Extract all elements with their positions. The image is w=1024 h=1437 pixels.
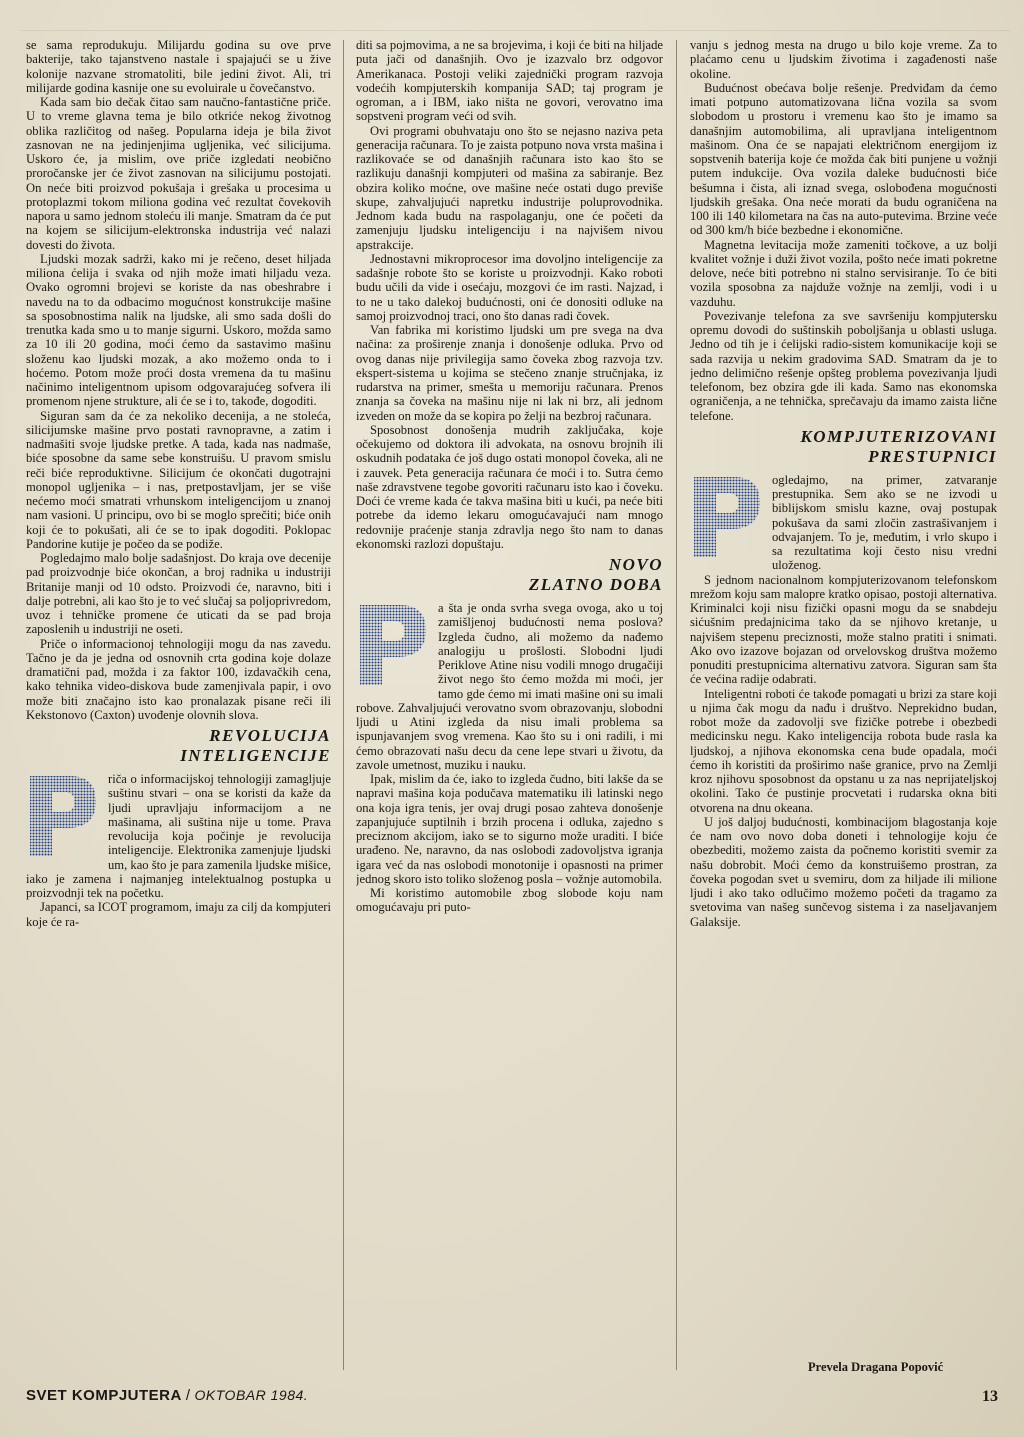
paragraph: ogledajmo, na primer, zatvaranje prestupnika. Sem ako se ne izvodi u biblijskom smislu kazne, ovaj postupak pokušava da sami zločin zastrašivanjem i odvajanjem. To je, međutim, i vrlo skupo i sa rezultatima koji često nisu vredni uloženog. — [772, 472, 997, 573]
paragraph: Mi koristimo automobile zbog slobode koju nam omogućavaju pri puto- — [356, 886, 663, 915]
paragraph: Van fabrika mi koristimo ljudski um pre svega na dva načina: za proširenje znanja i donošenje odluka. Prvo od ovog danas nije privilegija samo čoveka zbog razvoja tzv. ekspert-sistema u kojima se stečeno znanje stručnjaka, iz rudarstva na primer, smešta u memoriju računara. Prenos znanja sa čoveka na mašinu nije ni lak ni brz, ali jednom izveden on može da se kopira po želji na bezbroj računara. — [356, 323, 663, 423]
heading-line: NOVO — [608, 555, 663, 574]
footer-separator: / — [185, 1387, 191, 1404]
dropcap-p-icon — [690, 473, 764, 561]
column-1 — [26, 38, 331, 1374]
page-number: 13 — [982, 1388, 998, 1405]
paragraph: vanju s jednog mesta na drugo u bilo koje vreme. Za to plaćamo cenu u ljudskim životima i zagađenosti naše okoline. — [690, 38, 997, 81]
paragraph: Povezivanje telefona za sve savršeniju kompjutersku opremu dovodi do suštinskih poboljšanja u oblasti usluga. Jedno od tih je i ćelijski radio-sistem komunikacije koji se sada razvija u nekim gradovima SAD. Smatram da je to jedno delimično rešenje opšteg problema povezivanja ljudi telefonom, bez obzira gde ili kada. Samo nas ekonomska ograničenja, a ne tehnička, sprečavaju da imamo zaista lične telefone. — [690, 308, 997, 423]
magazine-footer-title — [26, 1387, 308, 1404]
dropcap-p-icon — [26, 772, 100, 860]
paragraph: Ljudski mozak sadrži, kako mi je rečeno, deset hiljada miliona ćelija i svaka od njih može imati hiljadu veza. Ovako ogromni brojevi se koriste da nas obeshrabre i navedu na to da odbacimo mogućnost konstrukcije mašine sa sposobnostima nalik na ljudske, ali smo sada došli do trenutka kada smo u to manje sigurni. Uskoro, možda samo za 10 ili 20 godina, moći ćemo da sastavimo mašinu složenu kao ljudski mozak, a ako možemo onda to i hoćemo. Potom može proći dosta vremena da tu mašinu načinimo inteligentnom upisom odgovarajućeg sofvera ili promenom njene strukture, ali će se i to, takođe, dogoditi. — [26, 251, 331, 409]
paragraph: Ipak, mislim da će, iako to izgleda čudno, biti lakše da se napravi mašina koja podučava matematiku ili latinski nego ona koja igra tenis, jer ovaj drugi posao zahteva donošenje zapanjujuće suptilnih i brzih procena i odluka, zajedno s preciznom akcijom, iako se to sigurno može uraditi. I biće urađeno. Ne, naravno, da nas oslobodi zadovoljstva igranja igara već da nas oslobodi monotonije i opasnosti na primer jednog skoro isto toliko složenog posla – vožnje automobila. — [356, 772, 663, 886]
page-edge — [20, 30, 1010, 31]
paragraph: Magnetna levitacija može zameniti točkove, a uz bolji kvalitet vožnje i duži život vozila, pošto neće imati pokretne delove, neće biti potrebno ni stalno servisiranje. To će biti vozila sposobna za najduže vožnje na zemlji, vodi i u vazduhu. — [690, 237, 997, 309]
section-heading-revolucija — [26, 726, 331, 766]
paragraph: Pogledajmo malo bolje sadašnjost. Do kraja ove decenije pad proizvodnje biće okončan, a broj radnika u industriji Britanije manji od 10 odsto. Proizvodi će, naravno, biti i dalje potrebni, ali kao što je to već slučaj sa poljoprivredom, uvoz i tehničke promene će uticati da se pad broja zaposlenih u industriji ne oseti. — [26, 551, 331, 637]
section-heading-kompjuterizovani — [690, 427, 997, 467]
paragraph: diti sa pojmovima, a ne sa brojevima, i koji će biti na hiljade puta jači od današnjih. Ovo je izazvalo brz odgovor Amerikanaca. Postoji veliki zajednički program razvoja vodećih kompjuterskih kompanija SAD; taj program je ogroman, a i IBM, iako ništa ne govori, verovatno ima sopstveni program veći od svih. — [356, 38, 663, 124]
column-3 — [690, 38, 997, 1374]
dropcap-p-icon — [356, 601, 430, 689]
paragraph: S jednom nacionalnom kompjuterizovanom telefonskom mrežom koju sam malopre kratko opisao, postoji alternativa. Kriminalci koji nisu fizički opasni mogu da se snabdeju sićušnim predajnicima tako da se njihovo kretanje, u najvišem stepenu preciznosti, može stalno pratiti i snimati. Ako ovo izazove bojazan od orvelovskog društva možemo ponuditi prestupnicima alternativu zatvora. Siguran sam šta će većina radije odabrati. — [690, 572, 997, 687]
paragraph: Siguran sam da će za nekoliko decenija, a ne stoleća, silicijumske mašine prvo postati ravnopravne, a zatim i nadmašiti svoje ljudske pretke. A tada, kada nas nadmaše, biće sposobne da same sebe konstruišu. U pravom smislu reči biće reproduktivne. Silicijum će okončati dugotrajni monopol ugljenika – i nas, pretpostavljam, jer se više nećemo moći smatrati vrhunskom inteligencijom u znanoj nam vasioni. U principu, ovo bi se moglo sprečiti; biće onih koji će to pokušati, ali će se to ipak dogoditi. Poklopac Pandorine kutije je počeo da se podiže. — [26, 408, 331, 551]
paragraph: Jednostavni mikroprocesor ima dovoljno inteligencije za sadašnje robote što se koriste u proizvodnji. Kako roboti budu učili da vide i osećaju, mozgovi će im rasti. Najzad, i to ne u tako dalekoj budućnosti, oni će donositi odluke na samoj proizvodnoj traci, ono što danas radi čovek. — [356, 251, 663, 323]
paragraph: riča o informacijskoj tehnologiji zamagljuje suštinu stvari – ona se koristi da kaže da ljudi upravljaju informacijom a ne mašinama, ali suština nije u tome. Prava revolucija koja počinje je revolucija inteligencije. Elektronika zamenjuje ljudski um, kao što je para zamenila ljudske mišice, iako je zamena i najmanjeg intelektualnog postupka u proizvodnji tek na početku. — [26, 772, 331, 900]
heading-line: INTELIGENCIJE — [180, 746, 331, 765]
column-divider — [343, 40, 344, 1370]
paragraph: Kada sam bio dečak čitao sam naučno-fantastične priče. U to vreme glavna tema je bilo otkriće nekog životnog oblika različitog od našeg. Popularna ideja je bila život zasnovan ne na jedinjenjima ugljenika, već silicijuma. Uskoro će, ja mislim, ove priče izgledati neobično proročanske jer će život zasnovan na silicijumu postojati. On neće biti proizvod pokušaja i grešaka u procesima u protoplazmi tokom miliona godina već rezultat čovekovih napora u samo jednom stoleću ili manje. Smatram da će put na kojem se silicijum-elektronska industrija već nalazi dovesti do života. — [26, 95, 331, 252]
column-divider — [676, 40, 677, 1370]
column-2 — [356, 38, 663, 1374]
heading-line: REVOLUCIJA — [209, 726, 331, 745]
paragraph: a šta je onda svrha svega ovoga, ako u toj zamišljenoj budućnosti nema poslova? Izgleda čudno, ali možemo da nađemo analogiju u prošlosti. Slobodni ljudi Periklove Atine nisu vodili mnogo drugačiji život nego što ćemo možda mi moći, jer tamo gde ćemo mi imati mašine oni su imali robove. Zahvaljujući verovatno svom obrazovanju, slobodni ljudi u Atini izgleda da nisu imali problema sa ispunjavanjem svog vremena. Kao što su i oni radili, i mi ćemo obrazovati našu decu da cene lepe stvari u životu, da zavole umetnost, muziku i nauku. — [356, 601, 663, 772]
heading-line: PRESTUPNICI — [868, 446, 997, 466]
paragraph: U još daljoj budućnosti, kombinacijom blagostanja koje će nam ovo novo doba doneti i tehnologije koju će obezbediti, možemo zaista da počnemo koristiti svemir za našu dobrobit. Moći ćemo da konstruišemo prostran, za čoveka pogodan svet u svemiru, dom za hiljade ili milione ljudi i ako tako odlučimo možemo početi da tragamo za svetovima van našeg sunčevog sistema i za naseljavanjem Galaksije. — [690, 814, 997, 929]
heading-line: ZLATNO DOBA — [528, 575, 663, 594]
heading-line: KOMPJUTERIZOVANI — [800, 426, 997, 446]
paragraph: Inteligentni roboti će takođe pomagati u brizi za stare koji u njima čak mogu da nađu i društvo. Neprekidno budan, robot može da zadovolji sve fizičke potrebe i obezbedi medicinsku negu. Kako inteligencija robota bude rasla ka ljudskoj, a njihova ekonomska cena bude opadala, moći ćemo ih koristiti da proširimo naše granice, prvo na Zemlji kroz njihovu sposobnost da opstanu u za nas neprijateljskoj okolini. Tako će pustinje procvetati i rudarska okna biti otvorena na dnu okeana. — [690, 686, 997, 815]
paragraph: Sposobnost donošenja mudrih zaključaka, koje očekujemo od doktora ili advokata, na osnovu brojnih ili oskudnih podataka će još dugo ostati monopol čoveka, ali ne i zauvek. Peta generacija računara će moći i to. Sutra ćemo naše zdravstvene tegobe govoriti računaru isto kao i čoveku. Doći će vreme kada će takva mašina biti u kući, pa neće biti potrebe da idemo lekaru omogućavajući nam mnogo redovnije praćenje stanja zdravlja nego što nam to danas ekonomski razlozi dopuštaju. — [356, 422, 663, 551]
section-heading-novo-zlatno-doba — [356, 555, 663, 595]
magazine-name: SVET KOMPJUTERA — [26, 1387, 182, 1404]
translator-credit: Prevela Dragana Popović — [808, 1360, 944, 1374]
issue-date: OKTOBAR 1984. — [194, 1387, 309, 1403]
page-footer — [26, 1387, 1006, 1409]
paragraph: se sama reprodukuju. Milijardu godina su ove prve bakterije, tako tajanstveno nastale i spajajući se u žive kolonije nazvane stromatoliti, bile jedini život. Ali, tri milijarde godina kasnije one su evoluirale u čovečanstvo. — [26, 38, 331, 95]
paragraph: Priče o informacionoj tehnologiji mogu da nas zavedu. Tačno je da je jedna od osnovnih crta godina koje dolaze dramatični pad, možda i za faktor 100, izdavačkih cena, kako tehnika video-diskova bude zamenjivala papir, i ovo može biti značajno isto kao pronalazak pisane reči ili Kekstonovo (Caxton) uvođenje olovnih slova. — [26, 636, 331, 722]
paragraph: Budućnost obećava bolje rešenje. Predviđam da ćemo imati potpuno automatizovana lična vozila sa svom slobodom u prostoru i vremenu kao što je imamo sa današnjim automobilima, ali upravljana inteligentnom mašinom. Ona će se napajati električnom energijom iz sopstvenih baterija koje će možda čak biti punjene u vožnji putem indukcije. Ova vozila daleke budućnosti biće bešumna i čista, ali iznad svega, oslobođena mogućnosti ljudskih grešaka. Ona neće morati da budu ograničena na 100 ili 140 kilometara na čas na auto-putevima. Brzine veće od 300 km/h biće bezbedne i ekonomične. — [690, 80, 997, 238]
paragraph: Ovi programi obuhvataju ono što se nejasno naziva peta generacija računara. To je zaista potpuno nova vrsta mašina i razlikovaće se od današnjih računara isto kao što se razlikuju današnji kompjuteri od mašina za sabiranje. Bez obzira koliko moćne, ove mašine neće ostati dugo previše skupe, zahvaljujući napretku industrije poluprovodnika. Jednom kada budu na raspolaganju, one će početi da zamenjuju ljudsku inteligenciju i na najvišem nivou apstrakcije. — [356, 123, 663, 252]
paragraph: Japanci, sa ICOT programom, imaju za cilj da kompjuteri koje će ra- — [26, 900, 331, 929]
